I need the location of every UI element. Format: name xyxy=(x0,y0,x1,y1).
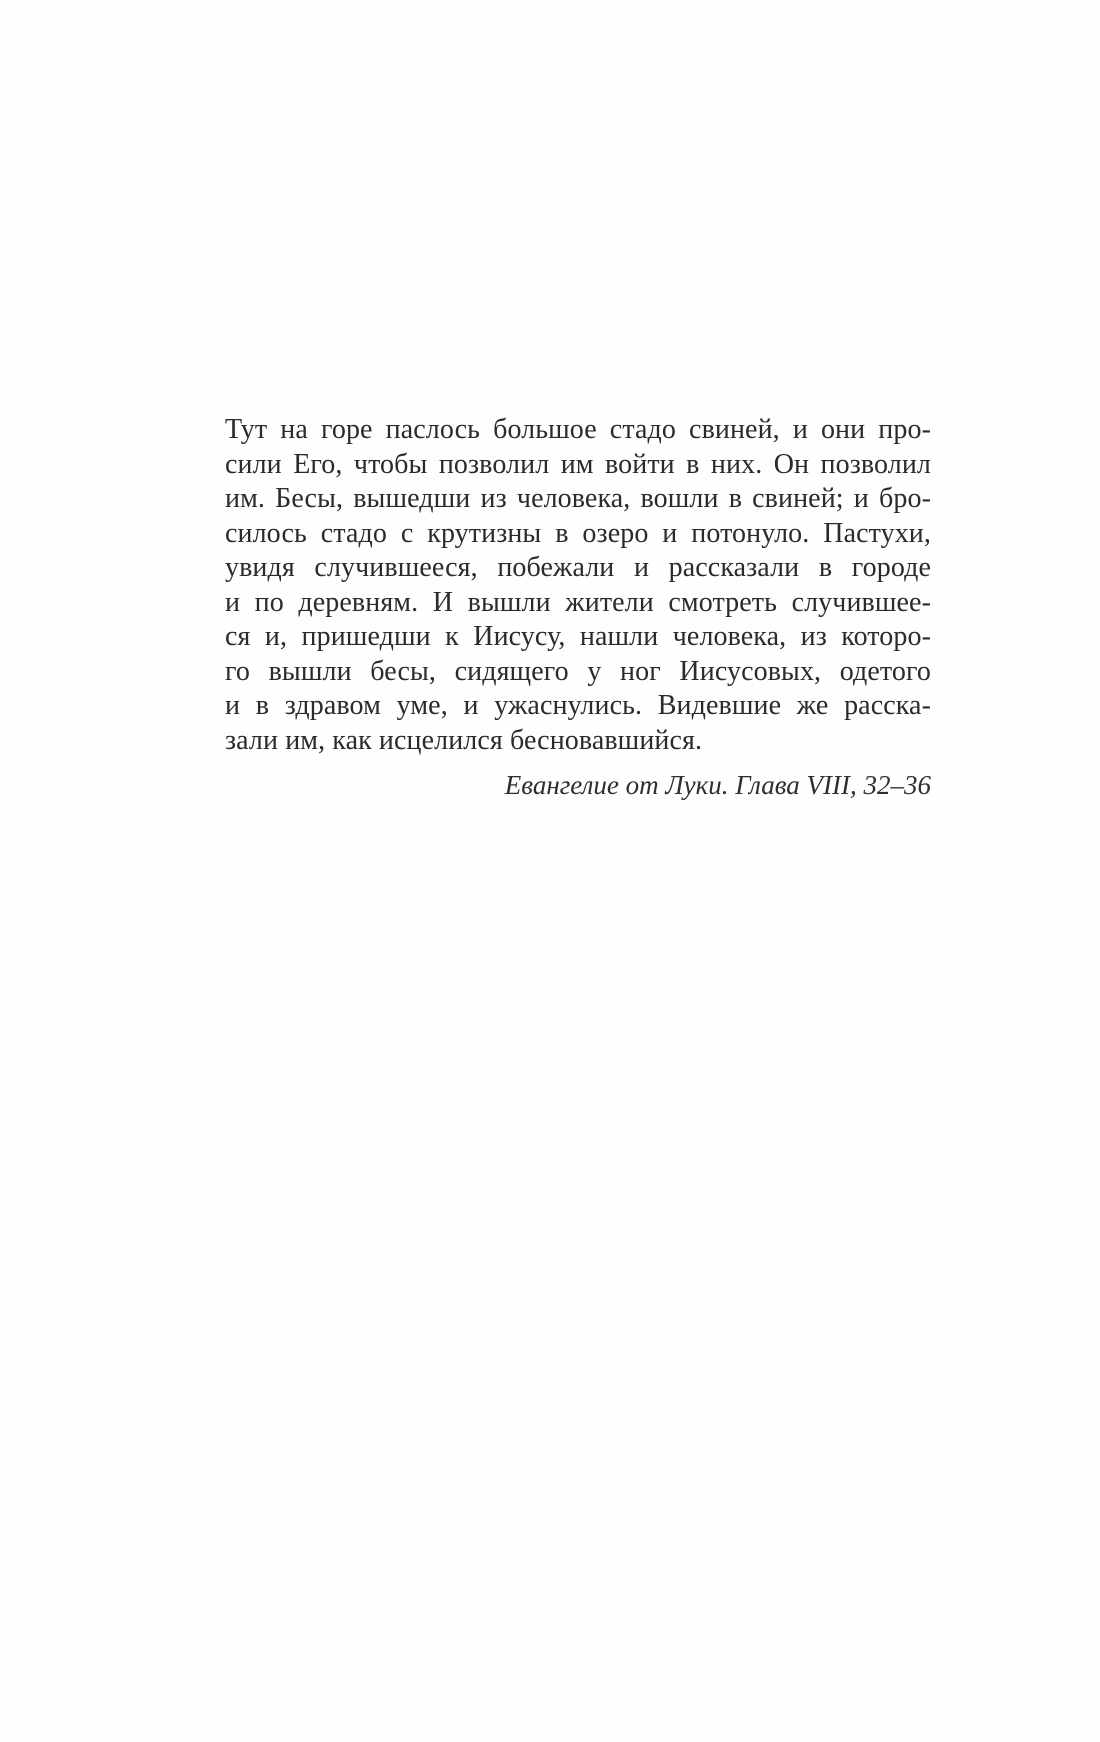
epigraph-line: им. Бесы, вышедши из человека, вошли в свиней; и бро- xyxy=(225,483,931,514)
epigraph-line: го вышли бесы, сидящего у ног Иисусовых, одетого xyxy=(225,655,931,687)
epigraph-attribution: Евангелие от Луки. Глава VIII, 32–36 xyxy=(504,770,931,800)
epigraph-line: силось стадо с крутизны в озеро и потонуло. Пастухи, xyxy=(225,517,931,549)
epigraph-block xyxy=(225,413,931,802)
epigraph-line: увидя случившееся, побежали и рассказали в городе xyxy=(225,552,931,583)
epigraph-line: и по деревням. И вышли жители смотреть случившее- xyxy=(225,586,931,618)
epigraph-line: ся и, пришедши к Иисусу, нашли человека, из которо- xyxy=(225,621,931,652)
epigraph-line: и в здравом уме, и ужаснулись. Видевшие же расска- xyxy=(225,690,931,721)
epigraph-line: зали им, как исцелился бесновавшийся. xyxy=(225,724,703,756)
epigraph-line: Тут на горе паслось большое стадо свиней, и они про- xyxy=(225,414,931,445)
epigraph-line: сили Его, чтобы позволил им войти в них. Он позволил xyxy=(225,448,931,480)
